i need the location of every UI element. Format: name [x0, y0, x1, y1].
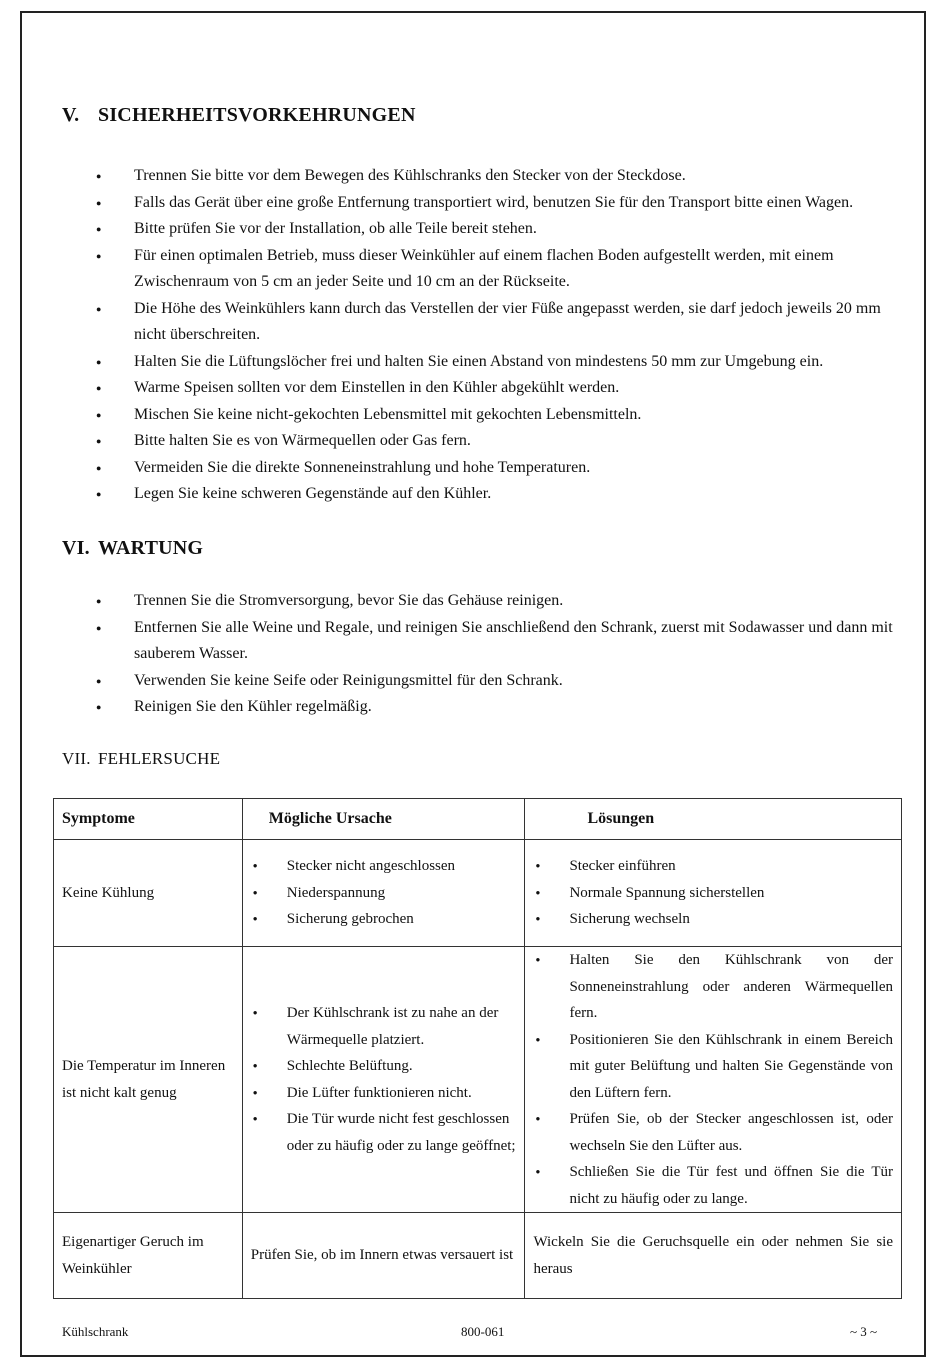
symptom-cell: Die Temperatur im Inneren ist nicht kalt genug [54, 947, 243, 1213]
footer-page-number: ~ 3 ~ [850, 1324, 878, 1339]
list-item: ● Halten Sie den Kühlschrank von der Sonneneinstrahlung oder anderen Wärmequellen fern. [525, 947, 901, 1027]
section-title: FEHLERSUCHE [98, 749, 221, 768]
list-item: ● Die Lüfter funktionieren nicht. [243, 1080, 525, 1107]
section-heading-safety [62, 104, 416, 127]
table-row [54, 947, 902, 1213]
list-item: ● Halten Sie die Lüftungslöcher frei und halten Sie einen Abstand von mindestens 50 mm zur Umgebung ein. [96, 349, 896, 376]
list-item: ● Normale Spannung sicherstellen [525, 880, 901, 907]
list-item: ● Für einen optimalen Betrieb, muss dieser Weinkühler auf einem flachen Boden aufgestellt werden, mit einem Zwischenraum von 5 cm an jeder Seite und 10 cm an der Rückseite. [96, 243, 896, 296]
section-title: WARTUNG [98, 537, 204, 559]
list-item: ● Warme Speisen sollten vor dem Einstellen in den Kühler abgekühlt werden. [96, 375, 896, 402]
list-item: ● Der Kühlschrank ist zu nahe an der Wärmequelle platziert. [243, 1000, 525, 1053]
list-item: ● Die Tür wurde nicht fest geschlossen oder zu häufig oder zu lange geöffnet; [243, 1106, 525, 1159]
list-item: ● Reinigen Sie den Kühler regelmäßig. [96, 694, 896, 721]
list-item: ● Vermeiden Sie die direkte Sonneneinstrahlung und hohe Temperaturen. [96, 455, 896, 482]
header-causes: Mögliche Ursache [242, 799, 525, 840]
section-number: VII. [62, 749, 91, 768]
table-row [54, 1213, 902, 1299]
causes-cell [242, 947, 525, 1213]
list-item: ● Mischen Sie keine nicht-gekochten Lebensmittel mit gekochten Lebensmitteln. [96, 402, 896, 429]
list-item: ● Trennen Sie bitte vor dem Bewegen des Kühlschranks den Stecker von der Steckdose. [96, 163, 896, 190]
causes-cell [242, 840, 525, 947]
solutions-cell: Wickeln Sie die Geruchsquelle ein oder nehmen Sie sie heraus [525, 1213, 902, 1299]
list-item: ● Schließen Sie die Tür fest und öffnen Sie die Tür nicht zu häufig oder zu lange. [525, 1159, 901, 1212]
list-item: ● Falls das Gerät über eine große Entfernung transportiert wird, benutzen Sie für den Transport bitte einen Wagen. [96, 190, 896, 217]
list-item: ● Verwenden Sie keine Seife oder Reinigungsmittel für den Schrank. [96, 668, 896, 695]
header-solutions: Lösungen [525, 799, 902, 840]
list-item: ● Entfernen Sie alle Weine und Regale, und reinigen Sie anschließend den Schrank, zuerst mit Sodawasser und dann mit sauberem Wasser. [96, 615, 896, 668]
list-item: ● Stecker einführen [525, 853, 901, 880]
list-item: ● Bitte prüfen Sie vor der Installation, ob alle Teile bereit stehen. [96, 216, 896, 243]
list-item: ● Legen Sie keine schweren Gegenstände auf den Kühler. [96, 481, 896, 508]
list-item: ● Schlechte Belüftung. [243, 1053, 525, 1080]
section-title: SICHERHEITSVORKEHRUNGEN [98, 104, 416, 126]
list-item: ● Sicherung wechseln [525, 906, 901, 933]
list-item: ● Stecker nicht angeschlossen [243, 853, 525, 880]
list-item: ● Sicherung gebrochen [243, 906, 525, 933]
safety-list [96, 163, 896, 508]
maintenance-list [96, 588, 896, 721]
list-item: ● Bitte halten Sie es von Wärmequellen oder Gas fern. [96, 428, 896, 455]
footer-model: 800-061 [461, 1324, 505, 1339]
section-heading-maintenance [62, 537, 203, 560]
list-item: ● Positionieren Sie den Kühlschrank in einem Bereich mit guter Belüftung und halten Sie Gegenstände von den Lüftern fern. [525, 1027, 901, 1107]
list-item: ● Niederspannung [243, 880, 525, 907]
footer-product: Kühlschrank [62, 1324, 129, 1339]
list-item: ● Prüfen Sie, ob der Stecker angeschlossen ist, oder wechseln Sie den Lüfter aus. [525, 1106, 901, 1159]
header-symptoms: Symptome [54, 799, 243, 840]
section-heading-troubleshooting [62, 749, 220, 769]
section-number: V. [62, 104, 80, 126]
symptom-cell: Eigenartiger Geruch im Weinkühler [54, 1213, 243, 1299]
list-item: ● Trennen Sie die Stromversorgung, bevor Sie das Gehäuse reinigen. [96, 588, 896, 615]
table-header-row [54, 799, 902, 840]
troubleshooting-table [53, 798, 902, 1299]
solutions-cell [525, 840, 902, 947]
section-number: VI. [62, 537, 90, 559]
solutions-cell [525, 947, 902, 1213]
table-row [54, 840, 902, 947]
list-item: ● Die Höhe des Weinkühlers kann durch das Verstellen der vier Füße angepasst werden, sie darf jedoch jeweils 20 mm nicht überschreiten. [96, 296, 896, 349]
symptom-cell: Keine Kühlung [54, 840, 243, 947]
causes-cell: Prüfen Sie, ob im Innern etwas versauert ist [242, 1213, 525, 1299]
